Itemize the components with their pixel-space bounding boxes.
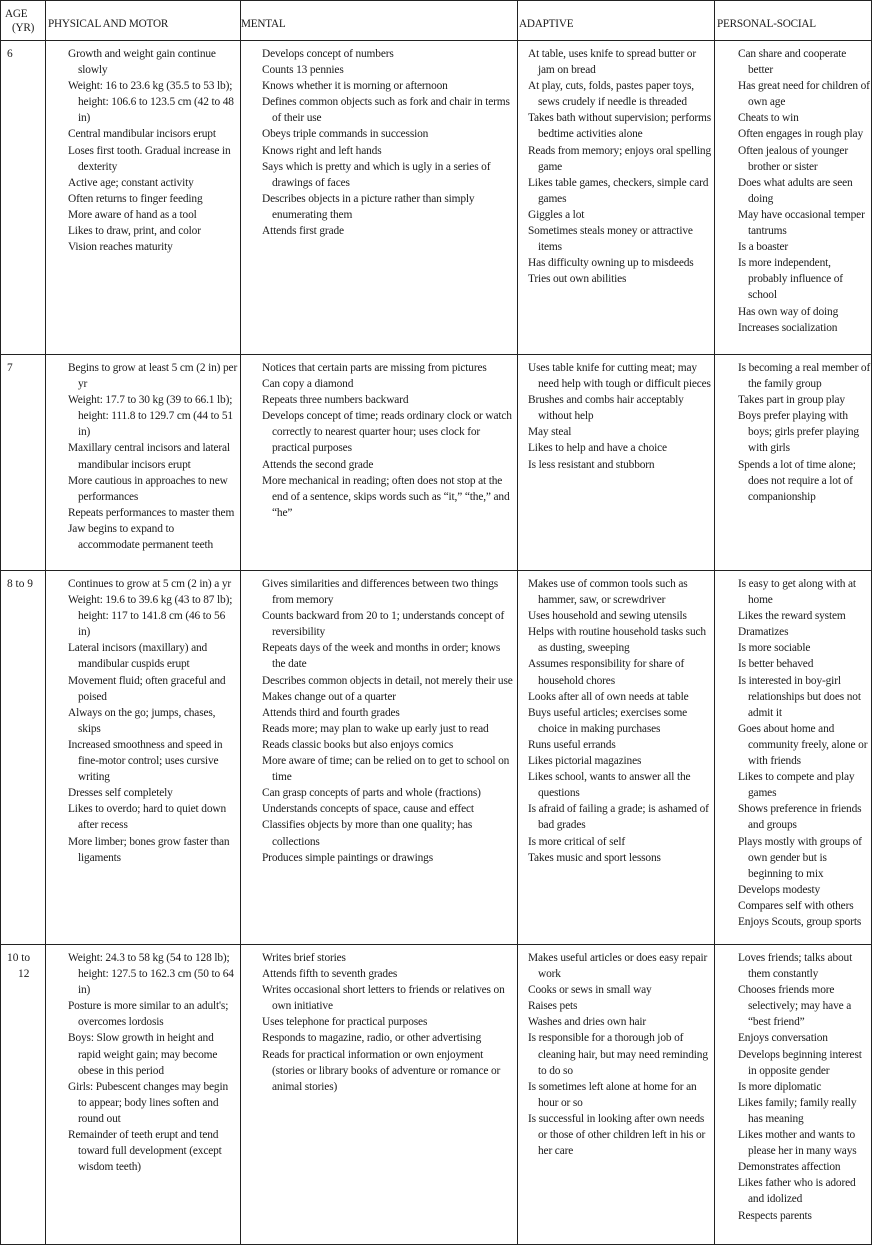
list-item: Repeats days of the week and months in order; knows the date [262, 642, 501, 671]
list-item: Reads for practical information or own enjoyment (stories or library books of adventure or romance or animal stories) [262, 1048, 501, 1093]
list-item: Responds to magazine, radio, or other advertising [262, 1032, 482, 1045]
list-item: Enjoys Scouts, group sports [738, 915, 862, 928]
personal-social-cell [715, 571, 872, 945]
list-item: Movement fluid; often graceful and poised [68, 674, 226, 703]
list-item: Likes the reward system [738, 610, 846, 623]
list-item: Can copy a diamond [262, 378, 354, 391]
list-item: Dramatizes [738, 626, 789, 639]
list-item: Likes family; family really has meaning [738, 1096, 857, 1125]
list-item: Dresses self completely [68, 787, 173, 800]
list-item: Is better behaved [738, 658, 814, 671]
mental-list [262, 950, 515, 1095]
list-item: Makes use of common tools such as hammer, saw, or screwdriver [528, 578, 688, 607]
list-item: Is more diplomatic [738, 1080, 822, 1093]
list-item: Giggles a lot [528, 208, 585, 221]
list-item: Uses table knife for cutting meat; may need help with tough or difficult pieces [528, 362, 711, 391]
list-item: Posture is more similar to an adult's; overcomes lordosis [68, 1000, 229, 1029]
list-item: Develops concept of time; reads ordinary clock or watch correctly to nearest quarter hour; uses clock for practical purposes [262, 410, 512, 455]
list-item: Weight: 16 to 23.6 kg (35.5 to 53 lb); height: 106.6 to 123.5 cm (42 to 48 in) [68, 80, 234, 125]
personal-social-cell [715, 355, 872, 571]
list-item: Cooks or sews in small way [528, 984, 652, 997]
personal-social-cell [715, 41, 872, 355]
list-item: Begins to grow at least 5 cm (2 in) per yr [68, 362, 238, 391]
list-item: Gives similarities and differences between two things from memory [262, 578, 499, 607]
list-item: Helps with routine household tasks such as dusting, sweeping [528, 626, 706, 655]
list-item: Is less resistant and stubborn [528, 458, 655, 471]
list-item: Understands concepts of space, cause and effect [262, 803, 474, 816]
list-item: Runs useful errands [528, 738, 616, 751]
list-item: Plays mostly with groups of own gender but is beginning to mix [738, 835, 862, 880]
list-item: Reads more; may plan to wake up early just to read [262, 722, 489, 735]
list-item: Is successful in looking after own needs or those of other children left in his or her care [528, 1112, 706, 1158]
list-item: Is becoming a real member of the family group [738, 362, 871, 391]
header-age [1, 1, 46, 41]
adaptive-cell [518, 571, 715, 945]
list-item: Defines common objects such as fork and chair in terms of their use [262, 96, 510, 125]
adaptive-cell [518, 945, 715, 1245]
list-item: Likes to overdo; hard to quiet down after recess [68, 803, 226, 832]
list-item: Develops beginning interest in opposite gender [738, 1048, 862, 1077]
list-item: Counts backward from 20 to 1; understands concept of reversibility [262, 610, 505, 639]
physical-list [68, 46, 238, 255]
physical-motor-cell [46, 41, 241, 355]
list-item: More limber; bones grow faster than ligaments [68, 835, 230, 864]
mental-cell [241, 571, 518, 945]
list-item: Washes and dries own hair [528, 1016, 647, 1029]
physical-list [68, 360, 238, 553]
list-item: Jaw begins to expand to accommodate permanent teeth [68, 522, 214, 552]
list-item: Remainder of teeth erupt and tend toward full development (except wisdom teeth) [68, 1129, 222, 1174]
list-item: Is interested in boy-girl relationships but does not admit it [738, 674, 861, 719]
list-item: More aware of hand as a tool [68, 208, 197, 221]
list-item: Loses first tooth. Gradual increase in dexterity [68, 144, 231, 173]
list-item: Always on the go; jumps, chases, skips [68, 706, 216, 735]
list-item: Weight: 17.7 to 30 kg (39 to 66.1 lb); height: 111.8 to 129.7 cm (44 to 51 in) [68, 394, 233, 439]
header-personal-social: PERSONAL-SOCIAL [715, 1, 872, 41]
list-item: Vision reaches maturity [68, 241, 173, 254]
list-item: Describes common objects in detail, not merely their use [262, 674, 513, 687]
list-item: Buys useful articles; exercises some choice in making purchases [528, 706, 688, 735]
list-item: Active age; constant activity [68, 176, 194, 189]
adaptive-list [528, 360, 714, 473]
list-item: Attends first grade [262, 225, 344, 238]
list-item: More mechanical in reading; often does not stop at the end of a sentence, skips words such as “it,” “the,” and “he” [262, 474, 510, 519]
list-item: Lateral incisors (maxillary) and mandibular cuspids erupt [68, 642, 208, 671]
personal-social-list [738, 576, 871, 930]
list-item: Goes about home and community freely, alone or with friends [738, 722, 868, 768]
list-item: Boys prefer playing with boys; girls prefer playing with girls [738, 410, 859, 455]
list-item: Takes bath without supervision; performs bedtime activities alone [528, 112, 712, 141]
header-adaptive: ADAPTIVE [518, 1, 715, 41]
list-item: Attends third and fourth grades [262, 706, 400, 719]
mental-list [262, 360, 515, 521]
list-item: Can share and cooperate better [738, 48, 847, 77]
header-age-line1: AGE [5, 8, 28, 20]
list-item: More aware of time; can be relied on to get to school on time [262, 755, 510, 784]
age-label-continued: 12 [18, 968, 30, 981]
list-item: Makes change out of a quarter [262, 690, 396, 703]
physical-motor-cell [46, 945, 241, 1245]
list-item: Attends the second grade [262, 458, 374, 471]
list-item: Loves friends; talks about them constantly [738, 952, 853, 981]
list-item: Likes to help and have a choice [528, 442, 667, 455]
adaptive-cell [518, 41, 715, 355]
age-label: 8 to 9 [7, 578, 33, 590]
list-item: Likes to draw, print, and color [68, 225, 201, 238]
list-item: Takes part in group play [738, 394, 845, 407]
list-item: Likes school, wants to answer all the questions [528, 771, 691, 800]
age-cell [1, 571, 46, 945]
list-item: Assumes responsibility for share of household chores [528, 658, 685, 687]
list-item: Attends fifth to seventh grades [262, 968, 398, 981]
table-row [1, 41, 872, 355]
list-item: Has difficulty owning up to misdeeds [528, 257, 694, 270]
list-item: Writes occasional short letters to friends or relatives on own initiative [262, 984, 505, 1013]
list-item: Cheats to win [738, 112, 799, 125]
list-item: Continues to grow at 5 cm (2 in) a yr [68, 578, 232, 590]
mental-cell [241, 355, 518, 571]
list-item: Knows right and left hands [262, 144, 382, 157]
mental-cell [241, 945, 518, 1245]
list-item: May steal [528, 426, 572, 439]
list-item: Chooses friends more selectively; may have a “best friend” [738, 984, 852, 1029]
list-item: Is more independent, probably influence of school [738, 257, 843, 302]
list-item: Repeats performances to master them [68, 506, 235, 519]
list-item: Obeys triple commands in succession [262, 128, 429, 141]
list-item: Counts 13 pennies [262, 64, 344, 77]
list-item: Uses household and sewing utensils [528, 610, 687, 623]
list-item: Often jealous of younger brother or sister [738, 144, 848, 173]
age-label: 10 to [7, 952, 31, 964]
age-cell [1, 355, 46, 571]
header-mental: MENTAL [241, 1, 518, 41]
list-item: Is responsible for a thorough job of cleaning hair, but may need reminding to do so [528, 1032, 708, 1077]
header-row [1, 1, 872, 41]
list-item: May have occasional temper tantrums [738, 208, 865, 238]
list-item: At table, uses knife to spread butter or jam on bread [528, 48, 696, 77]
list-item: Often returns to finger feeding [68, 192, 203, 205]
list-item: Makes useful articles or does easy repair work [528, 952, 708, 981]
mental-cell [241, 41, 518, 355]
list-item: Likes table games, checkers, simple card games [528, 176, 709, 205]
list-item: Compares self with others [738, 899, 854, 912]
list-item: Likes to compete and play games [738, 771, 855, 800]
list-item: Is afraid of failing a grade; is ashamed of bad grades [528, 803, 709, 832]
list-item: Is more sociable [738, 642, 811, 655]
list-item: Is a boaster [738, 241, 789, 254]
list-item: Has own way of doing [738, 305, 839, 318]
list-item: Maxillary central incisors and lateral mandibular incisors erupt [68, 442, 230, 471]
list-item: Reads from memory; enjoys oral spelling game [528, 144, 712, 173]
list-item: Develops concept of numbers [262, 48, 394, 60]
physical-list [68, 950, 238, 1175]
table-row [1, 355, 872, 571]
list-item: Describes objects in a picture rather than simply enumerating them [262, 192, 475, 221]
personal-social-list [738, 360, 871, 505]
personal-social-list [738, 46, 871, 336]
list-item: Is easy to get along with at home [738, 578, 856, 607]
list-item: Girls: Pubescent changes may begin to appear; body lines soften and round out [68, 1080, 229, 1125]
list-item: Demonstrates affection [738, 1161, 841, 1174]
age-cell [1, 945, 46, 1245]
list-item: Writes brief stories [262, 952, 346, 964]
list-item: Looks after all of own needs at table [528, 690, 689, 703]
physical-motor-cell [46, 571, 241, 945]
list-item: Likes mother and wants to please her in many ways [738, 1129, 857, 1158]
physical-list [68, 576, 238, 866]
list-item: Spends a lot of time alone; does not require a lot of companionship [738, 458, 856, 503]
list-item: Uses telephone for practical purposes [262, 1016, 428, 1029]
list-item: Says which is pretty and which is ugly in a series of drawings of faces [262, 160, 491, 189]
list-item: Often engages in rough play [738, 128, 864, 141]
physical-motor-cell [46, 355, 241, 571]
list-item: Boys: Slow growth in height and rapid weight gain; may become obese in this period [68, 1032, 218, 1077]
personal-social-list [738, 950, 871, 1224]
list-item: Likes father who is adored and idolized [738, 1177, 856, 1206]
list-item: At play, cuts, folds, pastes paper toys, sews crudely if needle is threaded [528, 80, 694, 109]
list-item: Brushes and combs hair acceptably without help [528, 394, 684, 423]
age-label: 6 [7, 48, 13, 60]
list-item: Respects parents [738, 1209, 812, 1222]
mental-list [262, 46, 515, 239]
list-item: More cautious in approaches to new performances [68, 474, 228, 503]
header-physical: PHYSICAL AND MOTOR [46, 1, 241, 41]
list-item: Reads classic books but also enjoys comics [262, 738, 454, 751]
list-item: Weight: 24.3 to 58 kg (54 to 128 lb); height: 127.5 to 162.3 cm (50 to 64 in) [68, 952, 234, 997]
list-item: Takes music and sport lessons [528, 851, 661, 864]
table-row [1, 571, 872, 945]
list-item: Can grasp concepts of parts and whole (fractions) [262, 787, 481, 800]
adaptive-list [528, 46, 714, 287]
list-item: Notices that certain parts are missing from pictures [262, 362, 487, 374]
adaptive-list [528, 576, 714, 866]
list-item: Is more critical of self [528, 835, 625, 848]
list-item: Produces simple paintings or drawings [262, 851, 433, 864]
list-item: Likes pictorial magazines [528, 755, 642, 768]
list-item: Has great need for children of own age [738, 80, 870, 109]
list-item: Classifies objects by more than one quality; has collections [262, 819, 473, 848]
mental-list [262, 576, 515, 866]
list-item: Central mandibular incisors erupt [68, 128, 216, 141]
list-item: Develops modesty [738, 883, 821, 896]
personal-social-cell [715, 945, 872, 1245]
list-item: Enjoys conversation [738, 1032, 828, 1045]
list-item: Growth and weight gain continue slowly [68, 48, 216, 77]
age-label: 7 [7, 362, 13, 374]
adaptive-list [528, 950, 714, 1159]
list-item: Shows preference in friends and groups [738, 803, 862, 832]
table-row [1, 945, 872, 1245]
list-item: Does what adults are seen doing [738, 176, 853, 205]
list-item: Repeats three numbers backward [262, 394, 409, 407]
list-item: Increases socialization [738, 321, 838, 334]
list-item: Tries out own abilities [528, 273, 627, 286]
list-item: Increased smoothness and speed in fine-motor control; uses cursive writing [68, 738, 223, 784]
list-item: Weight: 19.6 to 39.6 kg (43 to 87 lb); height: 117 to 141.8 cm (46 to 56 in) [68, 594, 233, 639]
list-item: Sometimes steals money or attractive items [528, 225, 693, 254]
header-age-line2: (YR) [12, 22, 35, 34]
adaptive-cell [518, 355, 715, 571]
age-cell [1, 41, 46, 355]
list-item: Knows whether it is morning or afternoon [262, 80, 448, 93]
list-item: Is sometimes left alone at home for an hour or so [528, 1080, 697, 1109]
list-item: Raises pets [528, 1000, 578, 1013]
